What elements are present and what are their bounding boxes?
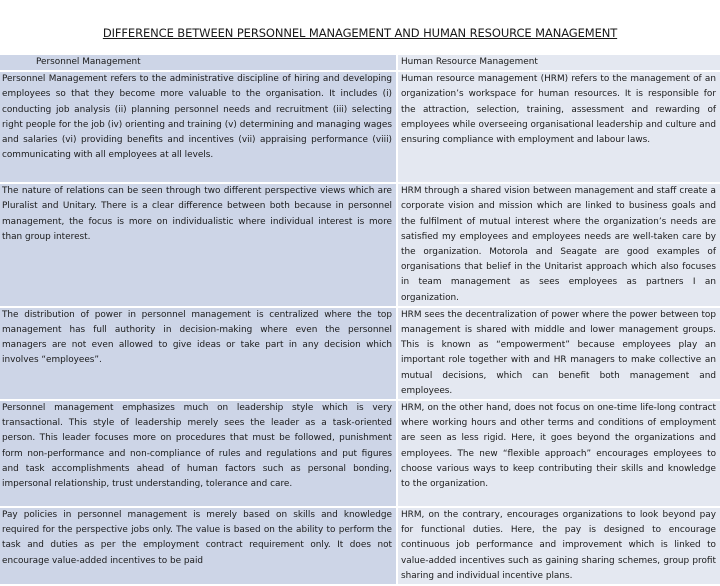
comparison-table bbox=[0, 55, 720, 586]
table-header-row bbox=[0, 55, 720, 71]
personnel-cell: The nature of relations can be seen through two different perspective views which are Pluralist and Unitary. There is a clear difference between both because in personnel management, the focus is more on individualistic where individual interest is more than group interest. bbox=[0, 183, 397, 307]
table-row bbox=[0, 71, 720, 183]
hrm-cell: HRM through a shared vision between management and staff create a corporate vision and mission which are linked to business goals and the fulfilment of mutual interest where the organization’s needs are satisfied my employees and employees needs are well-taken care by the organization. Motorola and Seagate are good examples of organisations that belief in the Unitarist approach which also focuses in team management as sees employees as partners I an organization. bbox=[397, 183, 720, 307]
table-row bbox=[0, 307, 720, 400]
header-human-resource-management: Human Resource Management bbox=[397, 55, 720, 71]
hrm-cell: HRM, on the contrary, encourages organizations to look beyond pay for functional duties. Here, the pay is designed to encourage continuous job performance and improvement which is linked to value-added incentives such as gaining sharing schemes, group profit sharing and individual incentive plans. bbox=[397, 507, 720, 585]
personnel-cell: Personnel management emphasizes much on leadership style which is very transactional. This style of leadership merely sees the leader as a task-oriented person. This leader focuses more on procedures that must be followed, punishment form non-performance and non-compliance of rules and regulations and put figures and task accomplishments ahead of human factors such as personal bonding, impersonal relationship, trust understanding, tolerance and care. bbox=[0, 400, 397, 507]
hrm-cell: HRM sees the decentralization of power where the power between top management is shared with middle and lower management groups. This is known as “empowerment” because employees play an important role together with and HR managers to make collective an mutual decisions, which can benefit both management and employees. bbox=[397, 307, 720, 400]
personnel-cell: Pay policies in personnel management is merely based on skills and knowledge required for the perspective jobs only. The value is based on the ability to perform the task and duties as per the employment contract requirement only. It does not encourage value-added incentives to be paid bbox=[0, 507, 397, 585]
page-title: DIFFERENCE BETWEEN PERSONNEL MANAGEMENT AND HUMAN RESOURCE MANAGEMENT bbox=[102, 26, 618, 40]
personnel-cell: The distribution of power in personnel management is centralized where the top management has full authority in decision-making where even the personnel managers are not even allowed to give ideas or take part in any decision which involves “employees”. bbox=[0, 307, 397, 400]
personnel-cell: Personnel Management refers to the administrative discipline of hiring and developing employees so that they become more valuable to the organisation. It includes (i) conducting job analysis (ii) planning personnel needs and recruitment (iii) selecting right people for the job (iv) orienting and training (v) determining and managing wages and salaries (vi) providing benefits and incentives (vii) appraising performance (viii) communicating with all employees at all levels. bbox=[0, 71, 397, 183]
hrm-cell: Human resource management (HRM) refers to the management of an organization’s workspace for human resources. It is responsible for the attraction, selection, training, assessment and rewarding of employees while overseeing organisational leadership and culture and ensuring compliance with employment and labour laws. bbox=[397, 71, 720, 183]
hrm-cell: HRM, on the other hand, does not focus on one-time life-long contract where working hours and other terms and conditions of employment are seen as less rigid. Here, it goes beyond the organizations and employees. The new “flexible approach” encourages employees to choose various ways to keep contributing their skills and knowledge to the organization. bbox=[397, 400, 720, 507]
table-row bbox=[0, 183, 720, 307]
table-row bbox=[0, 507, 720, 585]
header-personnel-management: Personnel Management bbox=[0, 55, 397, 71]
table-row bbox=[0, 400, 720, 507]
